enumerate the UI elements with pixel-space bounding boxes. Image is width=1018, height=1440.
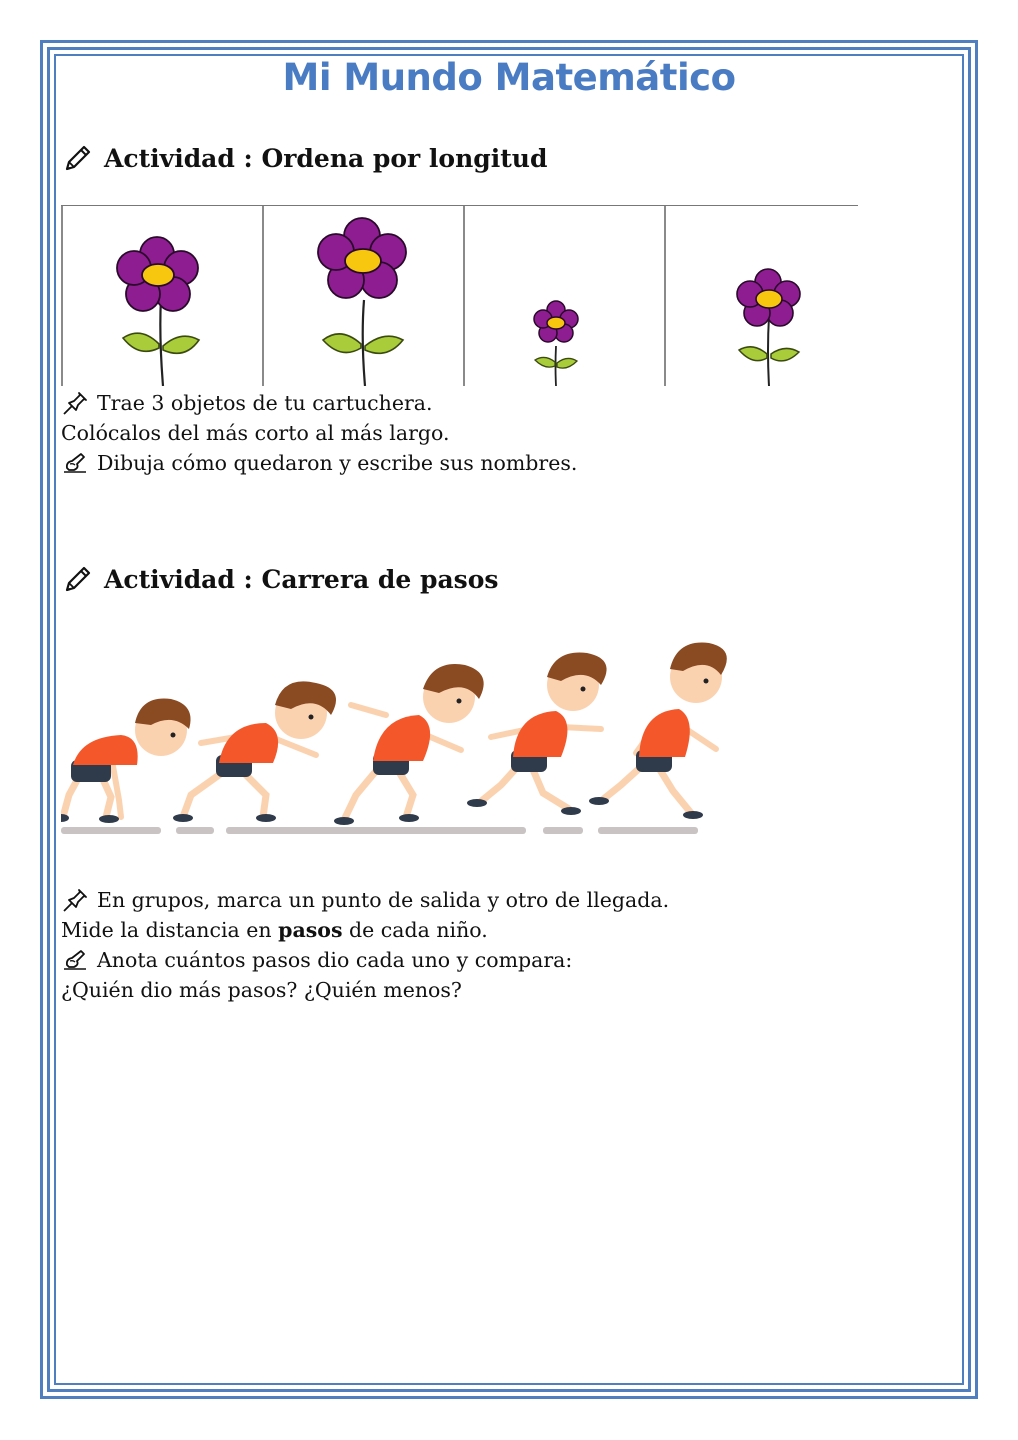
instruction-text: Trae 3 objetos de tu cartuchera. (97, 391, 433, 415)
instruction-text: Colócalos del más corto al más largo. (61, 421, 450, 445)
writing-hand-icon (61, 450, 89, 476)
flowers-image (61, 205, 858, 386)
cell-divider (463, 206, 465, 386)
activity-heading-carrera (62, 563, 499, 595)
activity-heading-text: Actividad : Carrera de pasos (104, 564, 499, 594)
activity2-instructions (61, 885, 669, 1005)
instruction-text: ¿Quién dio más pasos? ¿Quién menos? (61, 978, 462, 1002)
runner (334, 664, 484, 825)
instruction-line (61, 448, 577, 478)
instruction-text: Anota cuántos pasos dio cada uno y compara: (97, 948, 573, 972)
runner (61, 699, 191, 824)
runner (589, 643, 727, 819)
instruction-text-part: de cada niño. (342, 918, 488, 942)
page-title: Mi Mundo Matemático (282, 56, 736, 99)
activity-heading-text: Actividad : Ordena por longitud (104, 143, 548, 173)
instruction-text: Dibuja cómo quedaron y escribe sus nombres. (97, 451, 578, 475)
activity-heading-ordena (62, 142, 547, 174)
pencil-icon (62, 142, 94, 174)
instruction-text: En grupos, marca un punto de salida y otro de llegada. (97, 888, 670, 912)
flower-large (301, 206, 426, 386)
flower-small (521, 206, 591, 386)
runner (173, 681, 336, 822)
runners-image (61, 625, 736, 850)
cell-divider (61, 206, 63, 386)
pencil-icon (62, 563, 94, 595)
instruction-text-part: Mide la distancia en (61, 918, 279, 942)
runner (467, 653, 607, 816)
instruction-line (61, 945, 669, 975)
instruction-text-bold: pasos (278, 918, 343, 942)
flower-large (101, 206, 221, 386)
instruction-line (61, 885, 669, 915)
pushpin-icon (61, 390, 89, 416)
instruction-line (61, 388, 577, 418)
writing-hand-icon (61, 947, 89, 973)
cell-divider (664, 206, 666, 386)
activity1-instructions (61, 388, 577, 478)
pushpin-icon (61, 887, 89, 913)
flower-medium (721, 206, 816, 386)
instruction-line (61, 418, 577, 448)
cell-divider (262, 206, 264, 386)
instruction-line (61, 975, 669, 1005)
instruction-line (61, 915, 669, 945)
instruction-text (61, 915, 488, 945)
